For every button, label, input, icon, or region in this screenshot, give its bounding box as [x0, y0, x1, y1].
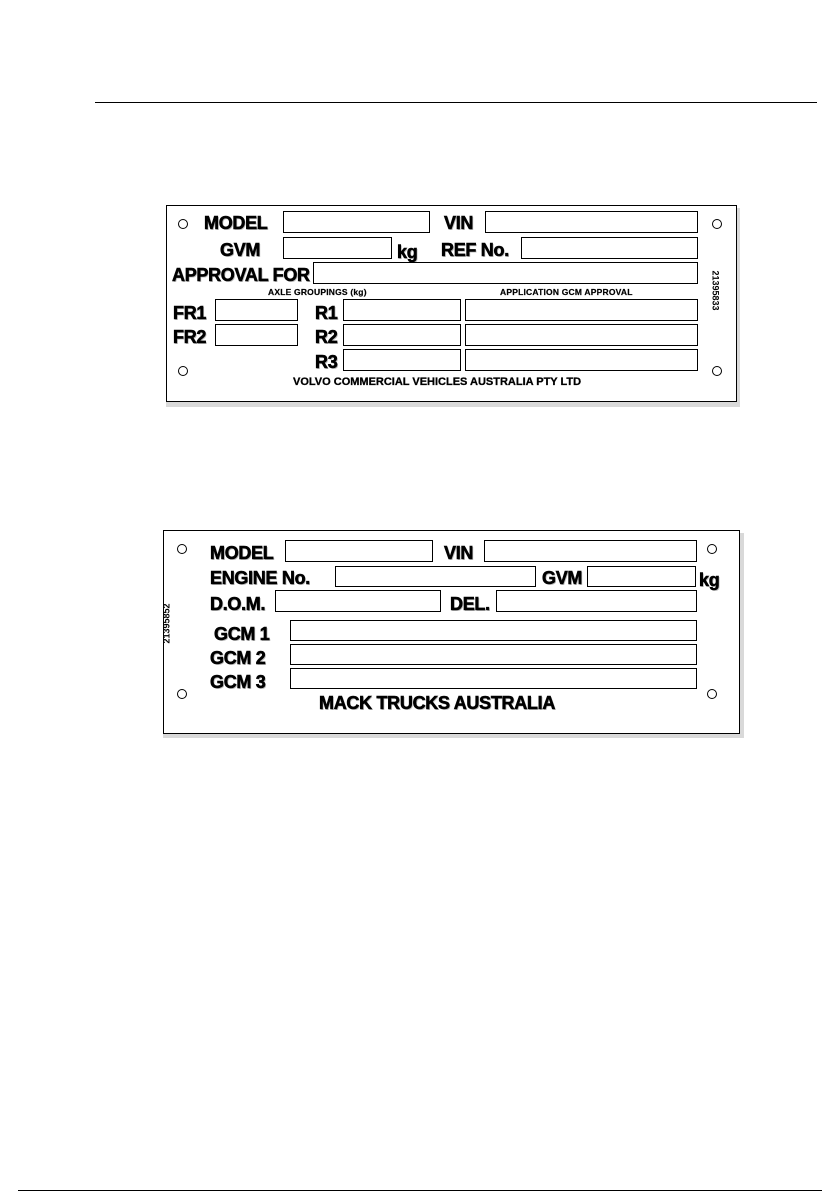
gcm-approval-field-1 — [465, 299, 698, 321]
header-rule — [95, 102, 817, 103]
fr1-field — [215, 299, 298, 321]
mounting-hole-icon — [707, 689, 717, 699]
model-label: MODEL — [204, 213, 268, 233]
engine-no-label: ENGINE No. — [210, 568, 311, 588]
gcm1-field — [290, 620, 697, 641]
dom-label: D.O.M. — [210, 594, 266, 614]
mounting-hole-icon — [712, 219, 722, 229]
vin-label: VIN — [444, 543, 474, 563]
volvo-plate — [166, 205, 737, 402]
fr2-field — [215, 324, 298, 346]
gcm-approval-field-3 — [465, 349, 698, 371]
gcm2-label: GCM 2 — [210, 648, 266, 668]
mack-plate-footer: MACK TRUCKS AUSTRALIA — [319, 693, 556, 713]
application-gcm-heading: APPLICATION GCM APPROVAL — [500, 287, 633, 297]
mounting-hole-icon — [178, 219, 188, 229]
footer-rule — [18, 1190, 822, 1191]
gcm-approval-field-2 — [465, 324, 698, 346]
gvm-kg-unit: kg — [699, 570, 720, 590]
r3-field — [343, 349, 461, 371]
gcm3-field — [290, 668, 697, 689]
r3-label: R3 — [315, 352, 338, 372]
gcm1-label: GCM 1 — [214, 624, 270, 644]
r1-label: R1 — [315, 303, 338, 323]
mounting-hole-icon — [712, 366, 722, 376]
vin-field — [484, 540, 697, 562]
gvm-field — [587, 566, 696, 587]
del-field — [496, 590, 697, 612]
model-label: MODEL — [210, 543, 274, 563]
model-field — [283, 211, 430, 233]
gvm-label: GVM — [220, 240, 261, 260]
approval-for-label: APPROVAL FOR — [172, 265, 310, 285]
gvm-kg-unit: kg — [397, 242, 418, 262]
gcm2-field — [290, 644, 697, 665]
mack-plate — [163, 530, 740, 734]
r2-label: R2 — [315, 327, 338, 347]
gcm3-label: GCM 3 — [210, 672, 266, 692]
del-label: DEL. — [450, 594, 490, 614]
gvm-field — [283, 237, 392, 259]
fr1-label: FR1 — [173, 303, 207, 323]
mack-part-number: 21395852 — [161, 603, 172, 644]
approval-for-field — [313, 262, 698, 284]
mounting-hole-icon — [178, 366, 188, 376]
ref-no-field — [521, 237, 698, 259]
fr2-label: FR2 — [173, 327, 207, 347]
axle-groupings-heading: AXLE GROUPINGS (kg) — [268, 287, 367, 297]
engine-no-field — [335, 566, 536, 587]
model-field — [285, 540, 433, 562]
r1-field — [343, 299, 461, 321]
vin-field — [485, 211, 698, 233]
vin-label: VIN — [444, 213, 474, 233]
ref-no-label: REF No. — [441, 240, 509, 260]
gvm-label: GVM — [542, 568, 583, 588]
r2-field — [343, 324, 461, 346]
mounting-hole-icon — [177, 544, 187, 554]
mounting-hole-icon — [707, 544, 717, 554]
volvo-plate-footer: VOLVO COMMERCIAL VEHICLES AUSTRALIA PTY LTD — [293, 376, 582, 388]
volvo-part-number: 21395833 — [710, 270, 721, 311]
dom-field — [275, 590, 441, 612]
mounting-hole-icon — [177, 689, 187, 699]
